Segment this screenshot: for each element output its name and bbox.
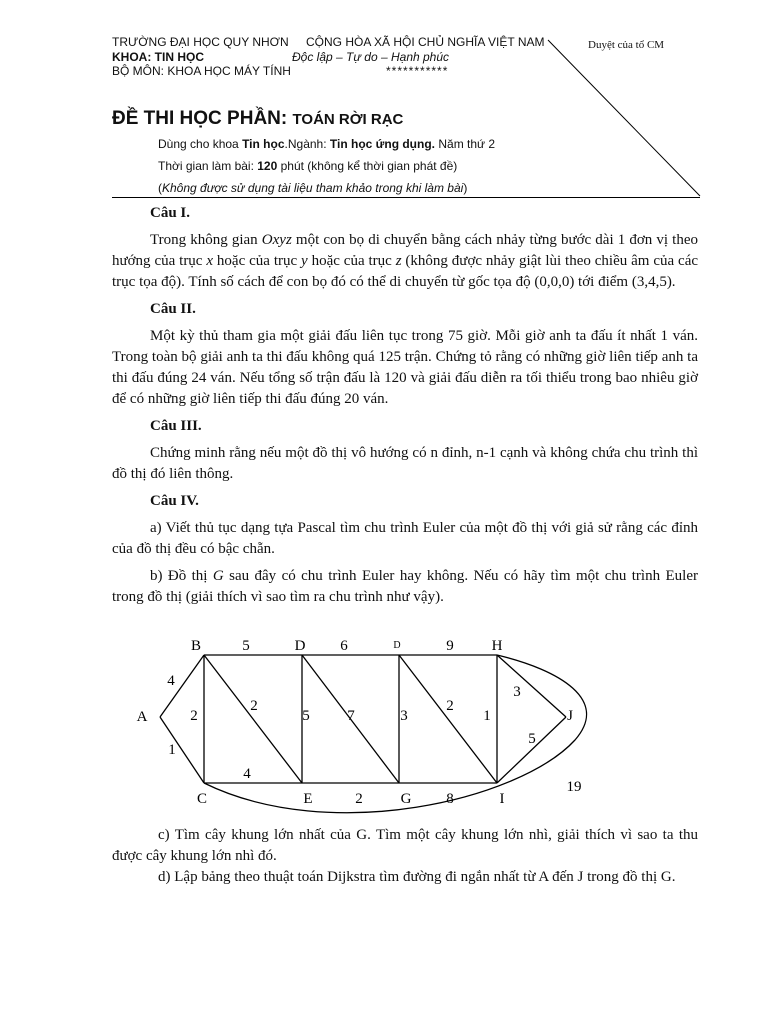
graph-edge-weight-b-c: 2 — [190, 708, 198, 724]
time-value: 120 — [257, 159, 278, 173]
graph-edge-weight-c-e: 4 — [243, 766, 251, 782]
graph-edge-b-e — [204, 655, 302, 783]
note-text: Không được sử dụng tài liệu tham khảo trong khi làm bài — [162, 181, 464, 195]
graph-edge-i-j — [497, 717, 566, 783]
graph-edge-weight-d-g: 7 — [347, 708, 355, 724]
question-3-title: Câu III. — [150, 418, 202, 434]
graph-vertex-b: B — [190, 638, 202, 654]
graph-edge-weight-b-d: 5 — [242, 638, 250, 654]
graph-vertex-c: C — [196, 791, 208, 807]
graph-edge-weight-d-f: 6 — [340, 638, 348, 654]
q1-text-b: một con bọ di chuyển bằng cách nhảy từng bước dài 1 đơn vị theo hướng của trục — [112, 232, 698, 269]
time-suffix: phút (không kể thời gian phát đề) — [277, 159, 458, 173]
graph-vertex-g: G — [400, 791, 412, 807]
q4b-graph-name: G — [212, 568, 224, 584]
graph-edge-weight-g-i: 8 — [446, 791, 454, 807]
approval-box-label: Duyệt của tổ CM — [588, 39, 665, 51]
graph-edge-weight-d-e: 5 — [302, 708, 310, 724]
q1-text-a: Trong không gian — [150, 232, 262, 248]
graph-vertex-h: H — [491, 638, 503, 654]
graph-vertex-d: D — [294, 638, 306, 654]
graph-edge-weight-i-j: 5 — [528, 731, 536, 747]
q1-text-d: hoặc của trục — [307, 253, 396, 269]
note-close: ) — [463, 181, 468, 195]
question-4a-text: a) Viết thủ tục dạng tựa Pascal tìm chu trình Euler của một đồ thị với giả sử rằng các đỉnh của đồ thị đều có bậc chẵn. — [112, 520, 698, 557]
graph-edge-weight-b-e: 2 — [250, 698, 258, 714]
department-name: BỘ MÔN: KHOA HỌC MÁY TÍNH — [112, 64, 291, 78]
graph-vertex-a: A — [136, 709, 148, 725]
question-4c-text: c) Tìm cây khung lớn nhất của G. Tìm một cây khung lớn nhì, giải thích vì sao ta thu được cây khung lớn nhì đó. — [112, 827, 698, 864]
q4b-rest: sau đây có chu trình Euler hay không. Nếu có hãy tìm một chu trình Euler trong đồ thị (giải thích vì sao tìm ra chu trình như vậy). — [112, 568, 698, 605]
q1-space: Oxyz — [261, 232, 292, 248]
graph-edge-weight-c-h: 19 — [566, 779, 582, 795]
graph-edge-weight-f-h: 9 — [446, 638, 454, 654]
decorative-stars: *********** — [386, 64, 449, 78]
question-2-text: Một kỳ thủ tham gia một giải đấu liên tục trong 75 giờ. Mỗi giờ anh ta đấu ít nhất 1 ván. Trong toàn bộ giải anh ta thi đấu không quá 125 trận. Chứng tỏ rằng có những giờ liên tiếp anh ta thi đấu đúng 24 ván. Nếu tổng số trận đấu là 120 và giải đấu diễn ra tối thiểu trong bao nhiêu giờ để có những giờ liên tiếp thi đấu đúng 20 ván. — [112, 328, 698, 407]
graph-vertex-e: E — [303, 791, 313, 807]
question-4-title: Câu IV. — [150, 493, 199, 509]
question-4d-text: d) Lập bảng theo thuật toán Dijkstra tìm đường đi ngắn nhất từ A đến J trong đồ thị G. — [158, 869, 676, 885]
graph-edge-weight-f-i: 2 — [446, 698, 454, 714]
national-motto: Độc lập – Tự do – Hạnh phúc — [292, 50, 450, 64]
graph-edge-weight-h-i: 1 — [483, 708, 491, 724]
q1-axis-x: x — [206, 253, 214, 269]
graph-edge-a-c — [160, 717, 204, 783]
question-2-title: Câu II. — [150, 301, 196, 317]
university-name: TRƯỜNG ĐẠI HỌC QUY NHƠN — [112, 35, 289, 49]
graph-edge-h-j — [497, 655, 566, 717]
graph-edge-weight-a-b: 4 — [167, 673, 175, 689]
time-prefix: Thời gian làm bài: — [158, 159, 258, 173]
graph-edge-weight-f-g: 3 — [400, 708, 408, 724]
exam-title-main: ĐỀ THI HỌC PHẦN: — [112, 108, 288, 129]
q1-text-c: hoặc của trục — [213, 253, 302, 269]
audience-year: Năm thứ 2 — [435, 137, 496, 151]
audience-major: Tin học ứng dụng. — [329, 137, 436, 151]
q1-text-e: (không được nhảy giật lùi theo chiều âm của các trục tọa độ). Tính số cách để con bọ đó có thể di chuyển từ gốc tọa độ (0,0,0) tới điểm (3,4,5). — [112, 253, 699, 290]
republic-name: CỘNG HÒA XÃ HỘI CHỦ NGHĨA VIỆT NAM — [306, 35, 545, 49]
graph-vertex-j: J — [567, 708, 573, 724]
graph-edge-weight-e-g: 2 — [355, 791, 363, 807]
audience-prefix: Dùng cho khoa — [158, 137, 243, 151]
audience-mid: .Ngành: — [284, 137, 330, 151]
graph-vertex-i: I — [499, 791, 505, 807]
graph-vertex-f: D — [393, 640, 401, 651]
q1-axis-y: y — [301, 253, 308, 269]
exam-subject: TOÁN RỜI RẠC — [292, 111, 404, 128]
question-1-title: Câu I. — [150, 205, 191, 221]
q4b-prefix: b) Đồ thị — [150, 568, 213, 584]
question-3-text: Chứng minh rằng nếu một đồ thị vô hướng có n đỉnh, n-1 cạnh và không chứa chu trình thì đồ thị đó liên thông. — [112, 445, 698, 482]
graph-edge-weight-a-c: 1 — [168, 742, 176, 758]
q1-axis-z: z — [395, 253, 402, 269]
graph-edge-weight-h-j: 3 — [513, 684, 521, 700]
faculty-name: KHOA: TIN HỌC — [112, 50, 204, 64]
questions-lower — [112, 825, 698, 888]
note-open: ( — [158, 181, 162, 195]
audience-faculty: Tin học — [242, 137, 285, 151]
